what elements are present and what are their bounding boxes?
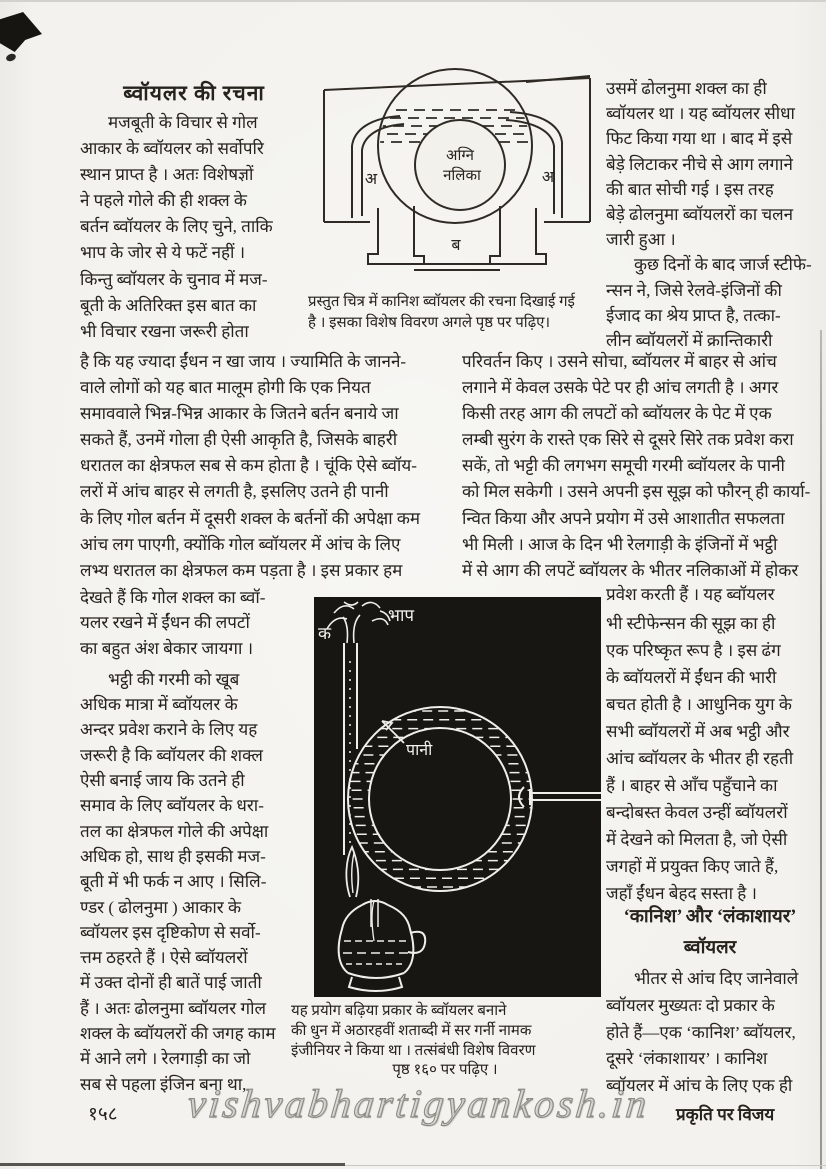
article-heading: ब्वॉयलर की रचना: [123, 81, 265, 105]
right-column-middle-paragraph: भी स्टीफेन्सन की सूझ का ही एक परिष्कृत रूप है । इस ढंग के ब्वॉयलरों में ईंधन की भारी बचत होती है । आधुनिक युग के सभी ब्वॉयलरों में अब भट्ठी और आंच ब्वॉयलर के भीतर ही रहती हैं । बाहर से आँच पहुँचाने का बन्दोबस्त केवल उन्हीं ब्वॉयलरों में देखने को मिलता है, जो ऐसी जगहों में प्रयुक्त किए जाते हैं, जहाँ ईंधन बेहद सस्ता है ।: [606, 614, 794, 903]
right-column-bottom-paragraph: भीतर से आंच दिए जानेवाले ब्वॉयलर मुख्यतः दो प्रकार के होते हैं—एक ‘कानिश’ ब्वॉयलर, दूसरे ‘लंकाशायर’ । कानिश ब्वॉयलर में आंच के लिए एक ही: [606, 969, 799, 1096]
figure-gurney-experiment: [314, 597, 601, 997]
figure2-caption: यह प्रयोग बढ़िया प्रकार के ब्वॉयलर बनाने की धुन में अठारहवीं शताब्दी में सर गर्नी नामक इंजीनियर ने किया था । तत्संबंधी विशेष विवरण पृष्ठ १६० पर पढ़िए ।: [291, 1003, 536, 1079]
scan-right-edge-line: [820, 330, 822, 1169]
scan-corner-mark: [0, 12, 42, 52]
scan-bottom-edge-faint: [345, 1165, 826, 1166]
scan-bottom-edge-line: [0, 1163, 345, 1166]
left-column-bottom-paragraphs: देखते हैं कि गोल शक्ल का ब्वॉ- यलर रखने में ईंधन की लपटों का बहुत अंश बेकार जायगा । भट्ठी की गरमी को खूब अधिक मात्रा में ब्वॉयलर के अन्दर प्रवेश कराने के लिए यह जरूरी है कि ब्वॉयलर की शक्ल ऐसी बनाई जाय कि उतने ही समाव के लिए ब्वॉयलर के धरा- तल का क्षेत्रफल गोले की अपेक्षा अधिक हो, साथ ही इसकी मज- बूती में भी फर्क न आए । सिलि- ण्डर ( ढोलनुमा ) आकार के ब्वॉयलर इस दृष्टिकोण से सर्वो- त्तम ठहरते हैं । ऐसे ब्वॉयलरों में उक्त दोनों ही बातें पाई जाती हैं । अतः ढोलनुमा ब्वॉयलर गोल शक्ल के ब्वॉयलरों की जगह काम में आने लगे । रेलगाड़ी का जो सब से पहला इंजिन बना था,: [80, 588, 276, 1094]
flue-label-right: अ: [541, 169, 555, 186]
scan-corner-dot: [5, 53, 17, 63]
bottom-chamber-label: ब: [451, 237, 461, 254]
fire-tube-label-line1: अग्नि: [446, 148, 474, 164]
section-heading: ‘कानिश’ और ‘लंकाशायर’ ब्वॉयलर: [623, 907, 797, 958]
right-column-top-paragraphs: उसमें ढोलनुमा शक्ल का ही ब्वॉयलर था । यह ब्वॉयलर सीधा फिट किया गया था । बाद में इसे बेड़े लिटाकर नीचे से आग लगाने की बात सोची गई । इस तरह बेड़े ढोलनुमा ब्वॉयलरों का चलन जारी हुआ । कुछ दिनों के बाद जार्ज स्टीफे- न्सन ने, जिसे रेलवे-इंजिनों की ईजाद का श्रेय प्राप्त है, तत्का- लीन ब्वॉयलरों में क्रान्तिकारी: [606, 79, 812, 351]
tube-label-k: क: [318, 624, 332, 643]
book-title-footer: प्रकृति पर विजय: [676, 1105, 775, 1124]
middle-band-left-column: है कि यह ज्यादा ईंधन न खा जाय । ज्यामिति के जानने- वाले लोगों को यह बात मालूम होगी कि एक नियत समाववाले भिन्न-भिन्न आकार के जितने बर्तन बनाये जा सकते हैं, उनमें गोला ही ऐसी आकृति है, जिसके बाहरी धरातल का क्षेत्रफल सब से कम होता है । चूंकि ऐसे ब्वॉय- लरों में आंच बाहर से लगती है, इसलिए उतने ही पानी के लिए गोल बर्तन में दूसरी शक्ल के बर्तनों की अपेक्षा कम आंच लग पाएगी, क्योंकि गोल ब्वॉयलर में आंच के लिए लभ्य धरातल का क्षेत्रफल कम पड़ता है । इस प्रकार हम: [80, 352, 421, 580]
page-number: १५८: [88, 1104, 118, 1125]
right-column-transition-line: प्रवेश करती हैं । यह ब्वॉयलर: [606, 585, 775, 604]
flue-label-left: अ: [364, 171, 378, 188]
fire-tube-label-line2: नलिका: [443, 168, 481, 184]
scan-top-edge: [0, 0, 826, 2]
watermark-text: vishvabhartigyankosh.in: [185, 1081, 652, 1126]
figure1-caption: प्रस्तुत चित्र में कानिश ब्वॉयलर की रचना दिखाई गई है । इसका विशेष विवरण अगले पृष्ठ पर पढ़िए।: [308, 294, 575, 331]
middle-band-right-column: परिवर्तन किए । उसने सोचा, ब्वॉयलर में बाहर से आंच लगाने में केवल उसके पेटे पर ही आंच लगती है । अगर किसी तरह आग की लपटों को ब्वॉयलर के पेट में एक लम्बी सुरंग के रास्ते एक सिरे से दूसरे सिरे तक प्रवेश करा सकें, तो भट्टी की लगभग समूची गरमी ब्वॉयलर के पानी को मिल सकेगी । उसने अपनी इस सूझ को फौरन् ही कार्या- न्वित किया और अपने प्रयोग में उसे आशातीत सफलता भी मिली । आज के दिन भी रेलगाड़ी के इंजिनों में भट्ठी में से आग की लपटें ब्वॉयलर के भीतर नलिकाओं में होकर: [462, 352, 811, 580]
figure-boiler-cross-section: [312, 56, 604, 290]
water-label: पानी: [406, 742, 433, 759]
steam-label: भाप: [388, 606, 415, 625]
left-column-top-paragraph: मजबूती के विचार से गोल आकार के ब्वॉयलर को सर्वोपरि स्थान प्राप्त है । अतः विशेषज्ञों ने पहले गोले की ही शक्ल के बर्तन ब्वॉयलर के लिए चुने, ताकि भाप के जोर से ये फटें नहीं । किन्तु ब्वॉयलर के चुनाव में मज- बूती के अतिरिक्त इस बात का भी विचार रखना जरूरी होता: [80, 113, 273, 341]
